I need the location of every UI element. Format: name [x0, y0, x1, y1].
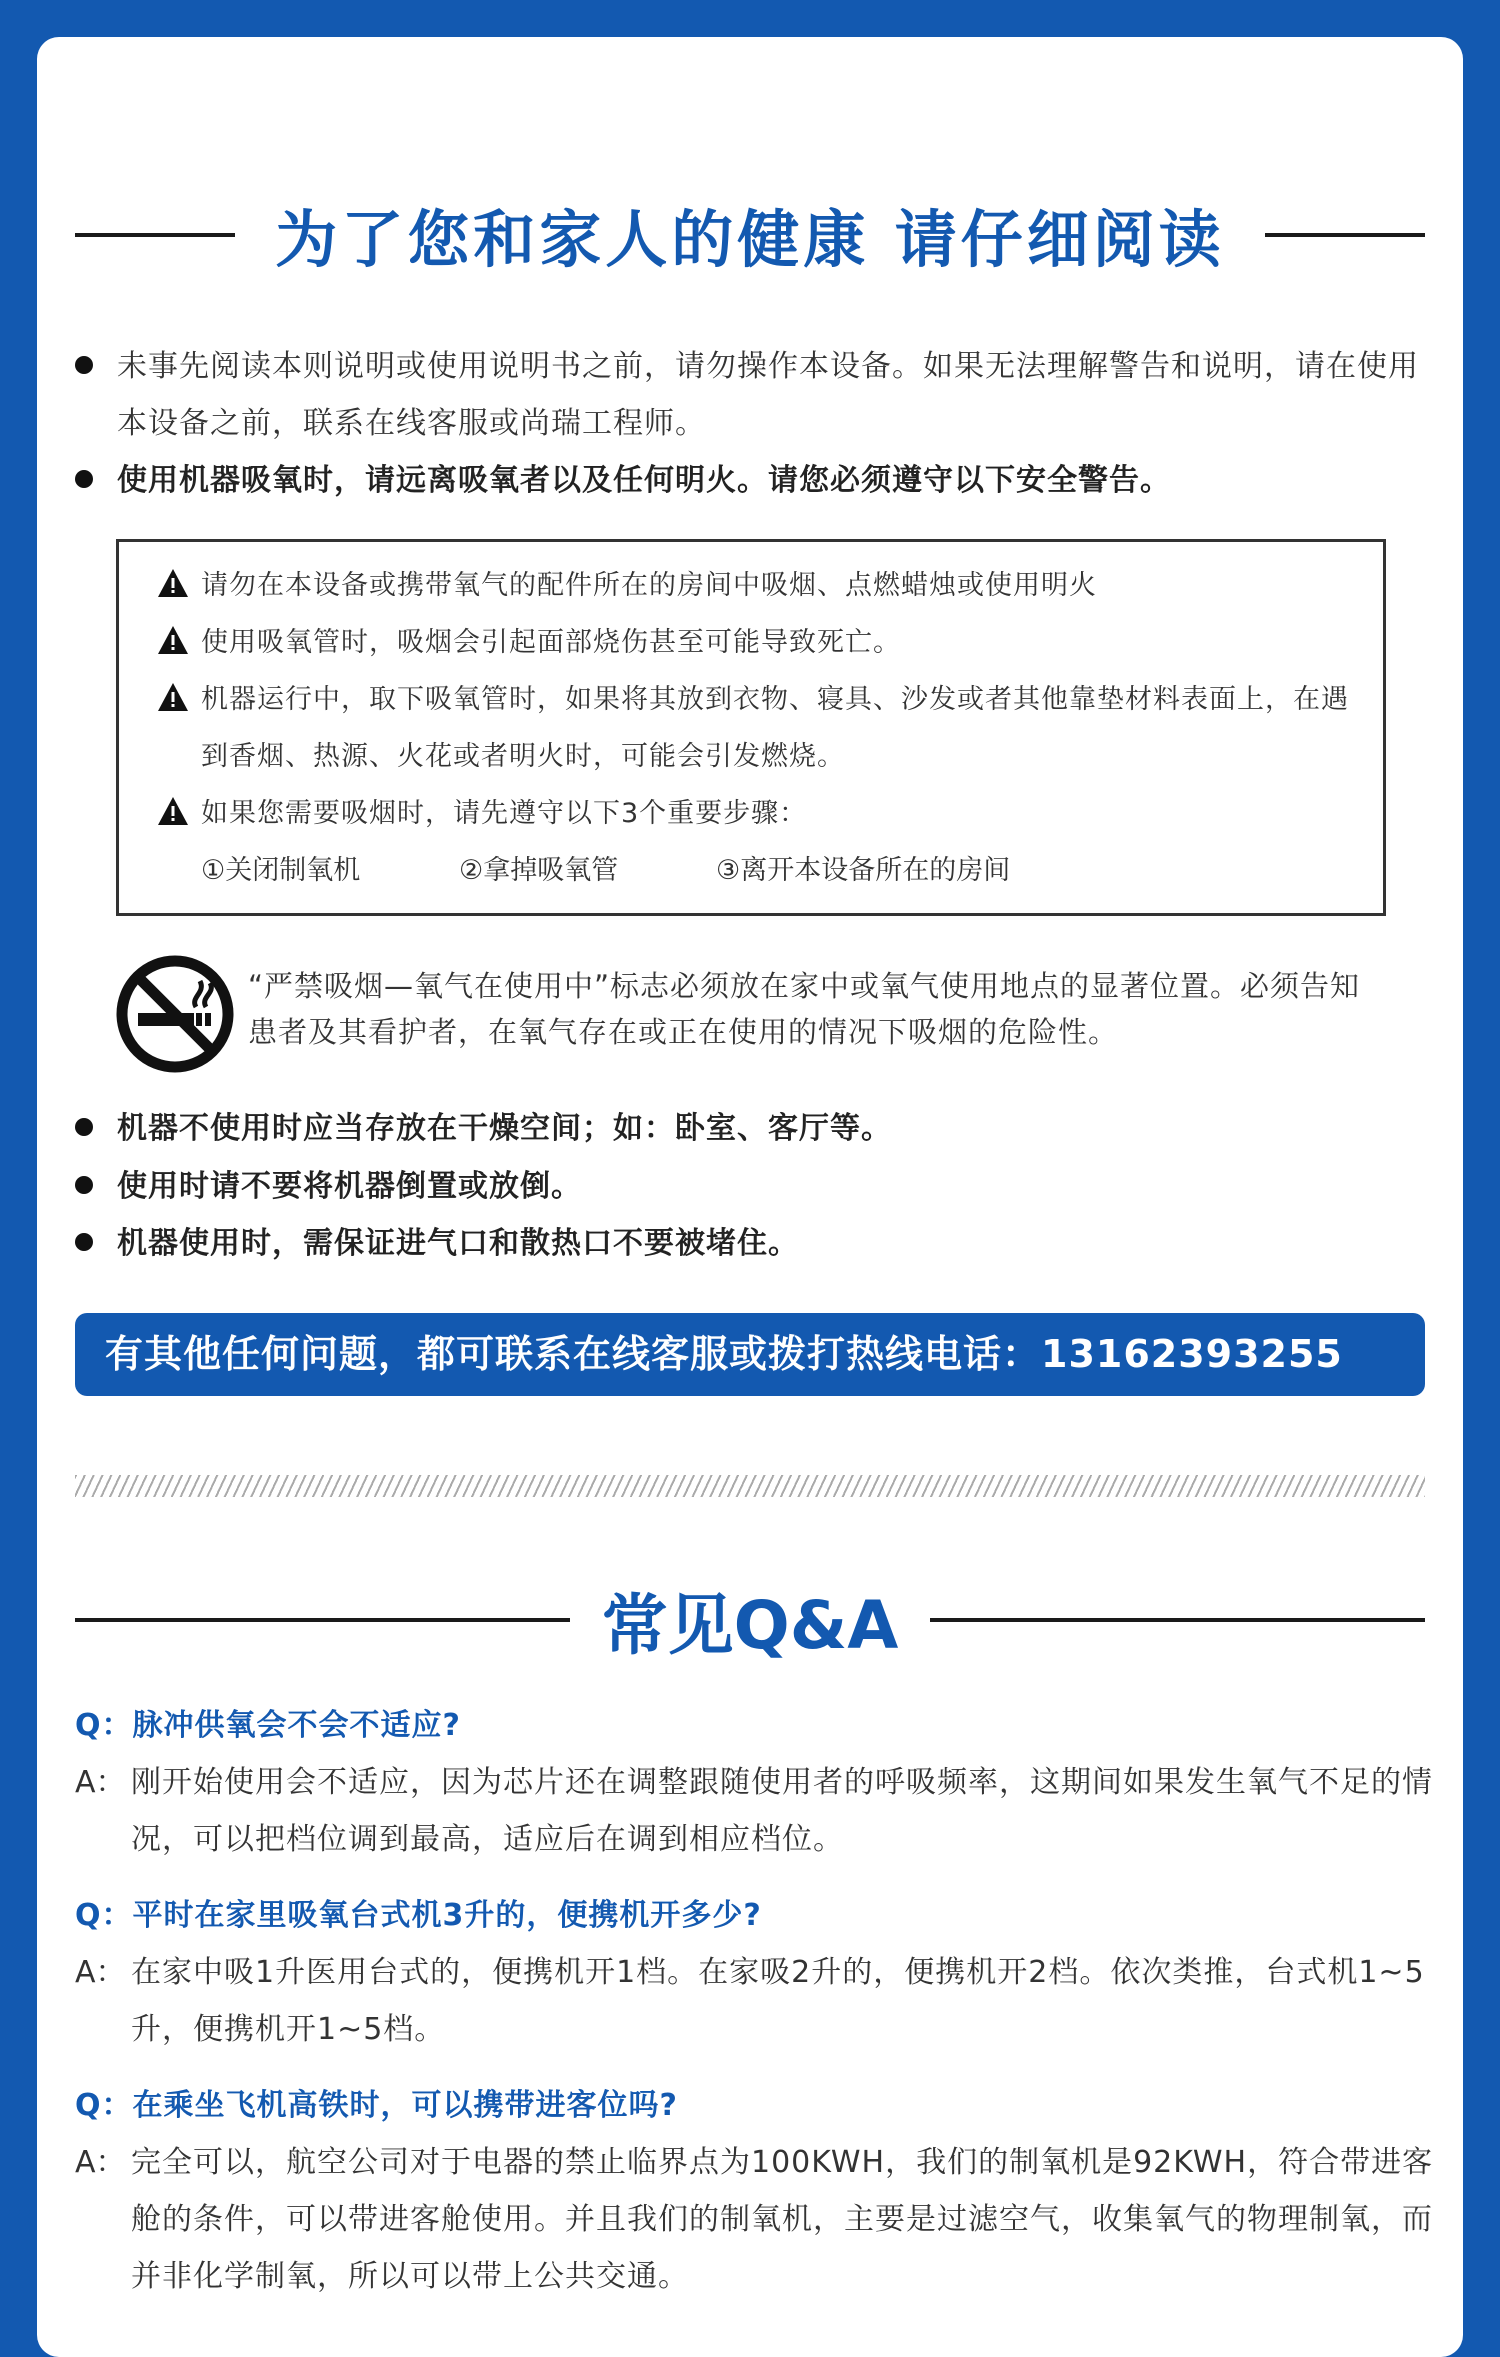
safety-title: 为了您和家人的健康 请仔细阅读 — [275, 203, 1225, 276]
warning-text: 使用吸氧管时，吸烟会引起面部烧伤甚至可能导致死亡。 — [201, 627, 901, 658]
no-smoking-notice: “严禁吸烟—氧气在使用中”标志必须放在家中或氧气使用地点的显著位置。必须告知患者及其看护者，在氧气存在或正在使用的情况下吸烟的危险性。 — [248, 969, 1361, 1049]
step-item: ②拿掉吸氧管 — [459, 855, 619, 886]
answer — [75, 1754, 1435, 1868]
bullet-dot-icon — [75, 1176, 93, 1194]
bullet-text: 机器不使用时应当存放在干燥空间；如：卧室、客厅等。 — [117, 1111, 892, 1146]
a-label: A： — [75, 2145, 126, 2180]
warning-triangle-icon — [157, 625, 189, 655]
bullet-text: 使用机器吸氧时，请远离吸氧者以及任何明火。请您必须遵守以下安全警告。 — [117, 463, 1171, 498]
warning-item — [157, 614, 901, 671]
hotline-banner: 有其他任何问题，都可联系在线客服或拨打热线电话：13162393255 — [75, 1313, 1425, 1396]
divider-line — [930, 1618, 1425, 1622]
bullet-item — [75, 1100, 1435, 1157]
q-label: Q： — [75, 1708, 133, 1743]
answer — [75, 1944, 1435, 2058]
warning-triangle-icon — [157, 796, 189, 826]
q-label: Q： — [75, 2088, 133, 2123]
bullet-item — [75, 452, 1435, 509]
warning-item — [157, 557, 1097, 614]
warning-text: 机器运行中，取下吸氧管时，如果将其放到衣物、寝具、沙发或者其他靠垫材料表面上，在遇到香烟、热源、火花或者明火时，可能会引发燃烧。 — [201, 684, 1349, 772]
divider-line — [1265, 233, 1425, 237]
divider-line — [75, 233, 235, 237]
bullet-dot-icon — [75, 356, 93, 374]
bullet-item — [75, 338, 1435, 452]
question — [75, 1697, 461, 1754]
a-label: A： — [75, 1765, 126, 1800]
warning-item — [157, 785, 807, 842]
bullet-dot-icon — [75, 1233, 93, 1251]
q-label: Q： — [75, 1898, 133, 1933]
qa-title-row — [75, 1572, 1425, 1667]
step-item: ①关闭制氧机 — [201, 855, 361, 886]
warning-text: 请勿在本设备或携带氧气的配件所在的房间中吸烟、点燃蜡烛或使用明火 — [201, 570, 1097, 601]
warning-box — [116, 539, 1386, 916]
question-text: 脉冲供氧会不会不适应? — [132, 1708, 461, 1743]
bullet-item — [75, 1158, 1435, 1215]
a-label: A： — [75, 1955, 126, 1990]
divider-line — [75, 1618, 570, 1622]
bullet-item — [75, 1215, 1435, 1272]
bullet-text: 未事先阅读本则说明或使用说明书之前，请勿操作本设备。如果无法理解警告和说明，请在使用本设备之前，联系在线客服或尚瑞工程师。 — [117, 349, 1419, 441]
safety-title-row — [75, 190, 1425, 279]
answer-text: 刚开始使用会不适应，因为芯片还在调整跟随使用者的呼吸频率，这期间如果发生氧气不足的情况，可以把档位调到最高，适应后在调到相应档位。 — [131, 1765, 1433, 1857]
warning-triangle-icon — [157, 682, 189, 712]
step-item: ③离开本设备所在的房间 — [716, 855, 1011, 886]
answer — [75, 2134, 1435, 2305]
question-text: 平时在家里吸氧台式机3升的，便携机开多少? — [132, 1898, 762, 1933]
bullet-text: 使用时请不要将机器倒置或放倒。 — [117, 1169, 582, 1204]
hatched-divider — [75, 1475, 1425, 1497]
warning-triangle-icon — [157, 568, 189, 598]
answer-text: 完全可以，航空公司对于电器的禁止临界点为100KWH，我们的制氧机是92KWH，符合带进客舱的条件，可以带进客舱使用。并且我们的制氧机，主要是过滤空气，收集氧气的物理制氧，而并非化学制氧，所以可以带上公共交通。 — [131, 2145, 1434, 2294]
bullet-dot-icon — [75, 1118, 93, 1136]
question — [75, 1887, 762, 1944]
answer-text: 在家中吸1升医用台式的，便携机开1档。在家吸2升的，便携机开2档。依次类推，台式机1~5升，便携机开1~5档。 — [131, 1955, 1425, 2047]
question — [75, 2077, 678, 2134]
qa-title: 常见Q&A — [601, 1587, 899, 1664]
bullet-dot-icon — [75, 470, 93, 488]
warning-item — [157, 671, 1357, 785]
bullet-text: 机器使用时，需保证进气口和散热口不要被堵住。 — [117, 1226, 799, 1261]
question-text: 在乘坐飞机高铁时，可以携带进客位吗? — [132, 2088, 678, 2123]
warning-text: 如果您需要吸烟时，请先遵守以下3个重要步骤： — [201, 798, 808, 829]
no-smoking-icon — [116, 955, 234, 1073]
